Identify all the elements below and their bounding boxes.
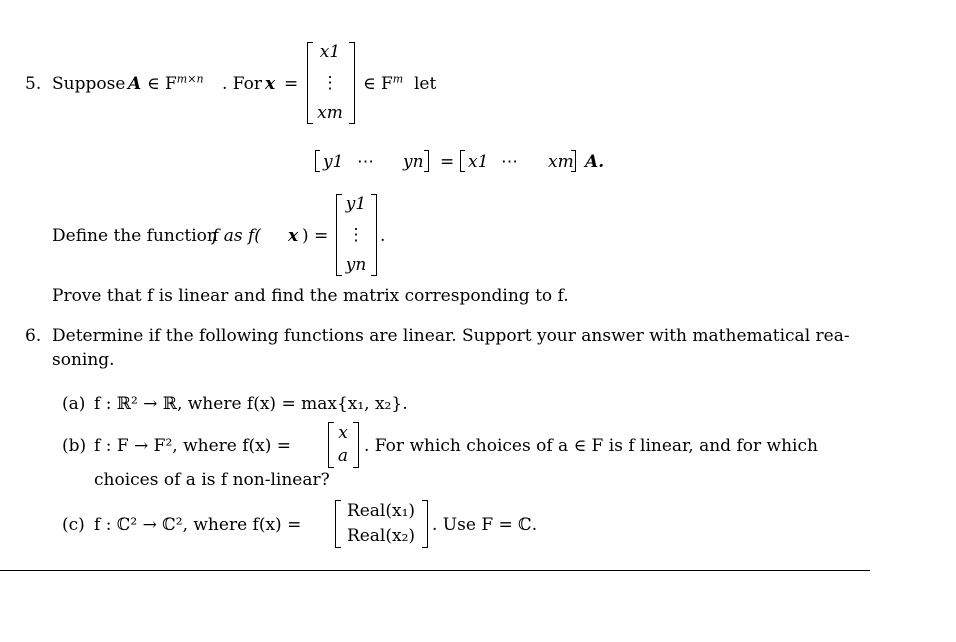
vector-entry: yn [345,255,367,275]
matrix-A: A. [585,152,605,172]
vector-entry: x [338,423,348,443]
element-of-F: ∈ $F^{m\times n}$ [147,72,204,94]
vector-x: x [288,226,299,246]
horizontal-rule [0,570,870,571]
part-label: (b) [62,436,87,456]
matrix-A: A [128,74,142,94]
suppose-text: Suppose [52,74,126,94]
right-bracket [353,422,359,468]
equals-sign: = [284,74,299,94]
x-vector-entries [312,44,348,122]
row-entry: xm [548,152,574,172]
equals-sign: ) = [302,226,329,246]
y-vector-entries [341,196,371,274]
problem-number: 5. [25,74,42,94]
problem-text: Determine if the following functions are linear. Support your answer with mathematical rea- [52,326,850,346]
right-bracket [422,500,428,548]
define-text: Define the function [52,226,218,246]
right-bracket [371,194,377,276]
equals-sign: = [440,152,455,172]
vector-entry: xm [317,103,343,123]
left-bracket [460,150,465,172]
vector-entry: ⋮ [321,72,339,93]
part-b-text: . For which choices of a ∈ F is f linear, and for which [364,436,818,456]
part-label: (a) [62,394,86,414]
vector-entry: y1 [345,194,367,214]
part-b-vector [333,425,353,465]
let-text: let [414,74,437,94]
f-as-text: f as f( [212,226,261,246]
part-label: (c) [62,515,85,535]
for-text: . For [222,74,263,94]
part-a-text: f : ℝ² → ℝ, where f(x) = max{x₁, x₂}. [94,394,408,414]
row-entry: x1 [468,152,489,172]
right-bracket [571,150,576,172]
row-entry: ⋯ [501,152,518,172]
part-c-text: f : ℂ² → ℂ², where f(x) = [94,515,302,535]
row-entry: y1 [323,152,344,172]
part-c-vector [340,503,422,545]
vector-x: x [265,74,276,94]
problem-number: 6. [25,326,42,346]
row-entry: ⋯ [357,152,374,172]
vector-entry: a [337,446,349,466]
right-bracket [424,150,429,172]
vector-entry: ⋮ [347,224,365,245]
right-bracket [349,42,355,124]
row-entry: yn [403,152,424,172]
part-c-text: . Use F = ℂ. [432,515,538,535]
problem-text: soning. [52,350,115,370]
element-of-Fm: ∈ $F^m$ [363,72,404,94]
part-b-text: choices of a is f non-linear? [94,470,330,490]
part-b-text: f : F → F², where f(x) = [94,436,292,456]
left-bracket [315,150,320,172]
period: . [380,226,386,246]
vector-entry: Real(x₂) [346,526,416,546]
prove-text: Prove that f is linear and find the matrix corresponding to f. [52,286,569,306]
vector-entry: Real(x₁) [346,501,416,521]
vector-entry: x1 [319,42,341,62]
